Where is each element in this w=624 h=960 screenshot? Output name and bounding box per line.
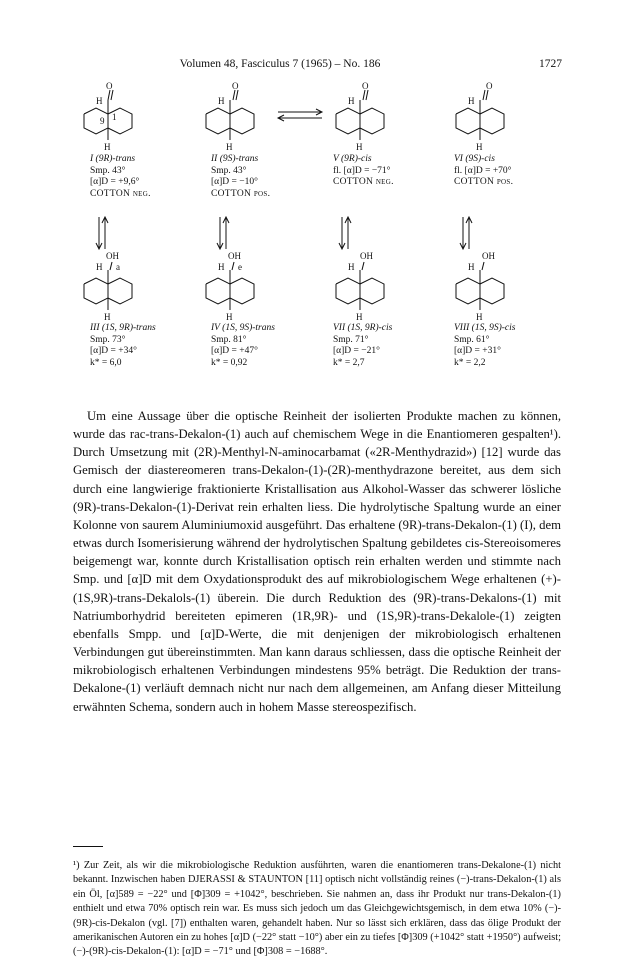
structure-V	[300, 81, 418, 158]
caption-compound-VII: VII (1S, 9R)-cis Smp. 71° [α]D = −21° k* = 2,7	[333, 323, 393, 368]
footnote-separator	[73, 846, 103, 847]
footnote: ¹) Zur Zeit, als wir die mikrobiologische Reduktion ausführten, waren die enantiomeren trans-Dekalone-(1) nicht bekannt. Inzwischen haben DJERASSI & STAUNTON [11] optisch nicht vollständig reines (−)-trans-Dekalon-(1) als ein Öl, [α]589 = −22° und [Φ]309 = +1042°, beschrieben. Sie nahmen an, dass ihr Produkt nur trans-Dekalon-(1) enthielt und etwa 70% optisch rein war. Es muss sich jedoch um das Gleichgewichtsgemisch, in dem etwa 10% (−)-(9R)-cis-Dekalon (vgl. [7]) enthalten waren, gehandelt haben. Nur so lässt sich erklären, dass das ölige Produkt der amerikanischen Autoren ein zu hohes [α]D (−22° statt −10°) aber ein zu tiefes [Φ]309 (+1042° statt +1950°) aufweist; (−)-(9R)-cis-Dekalon-(1): [α]D = −71° und [Φ]308 = −1688°.	[73, 860, 561, 958]
svg-text:H: H	[96, 262, 103, 272]
body-paragraph: Um eine Aussage über die optische Reinheit der isolierten Produkte machen zu können, wurde das rac-trans-Dekalon-(1) auch auf chemischem Wege in die Enantiomeren gespalten¹). Durch Umsetzung mit (2R)-Menthyl-N-aminocarbamat («2R-Menthydrazid») [12] wurde das Gemisch der diastereomeren trans-Dekalon-(1)-(2R)-menthydrazone bereitet, aus dem sich durch eine langwierige fraktionierte Kristallisation aus Alkohol-Wasser das schwerer lösliche (9R)-trans-Dekalon-(1)-Derivat rein erhalten liess. Die hydrolytische Spaltung wurde an einer Kolonne von saurem Aluminiumoxid ausgeführt. Das erhaltene (9R)-trans-Dekalon-(1) (I), dem etwas durch Isomerisierung während der hydrolytischen Spaltung gebildetes cis-Stereoisomeres beigemengt war, konnte durch Kristallisation optisch rein erhalten werden und stimmte nach Smp. und [α]D mit dem Oxydationsprodukt des auf mikrobiologischem Wege erhaltenen (+)-(1S,9R)-trans-Dekalols-(1) überein. Die durch Reduktion des (9R)-trans-Dekalons-(1) mit Natriumborhydrid bereiteten epimeren (1R,9R)- und (1S,9R)-trans-Dekalole-(1) zeigten ebenfalls Smpp. und [α]D-Werte, die mit denjenigen der mikrobiologisch erhaltenen Verbindungen gut übereinstimmten. Man kann daraus schliessen, dass die optische Reinheit der mikrobiologisch erhaltenen Verbindungen mindestens 95% beträgt. Die Reduktion der trans-Dekalone-(1) verläuft demnach nicht nur nach dem allgemeinen, am Anfang dieser Mitteilung erwähnten Schema, sondern auch in hohem Masse stereospezifisch.	[73, 409, 561, 714]
svg-text:a: a	[116, 262, 120, 272]
svg-text:H: H	[218, 262, 225, 272]
caption-compound-I: I (9R)-trans Smp. 43° [α]D = +9,6° COTTON neg.	[90, 154, 151, 199]
svg-text:OH: OH	[228, 251, 241, 261]
svg-text:H: H	[348, 96, 355, 106]
svg-text:H: H	[476, 142, 483, 152]
svg-text:H: H	[104, 142, 111, 152]
svg-text:1: 1	[112, 112, 117, 122]
svg-text:9: 9	[100, 116, 105, 126]
reduction-arrow-I-III	[94, 215, 110, 251]
structure-III	[60, 251, 178, 328]
structure-VI	[416, 81, 534, 158]
caption-compound-VI: VI (9S)-cis fl. [α]D = +70° COTTON pos.	[454, 154, 514, 188]
caption-compound-II: II (9S)-trans Smp. 43° [α]D = −10° COTTON pos.	[211, 154, 271, 199]
svg-text:OH: OH	[360, 251, 373, 261]
structure-VIII	[416, 251, 534, 328]
caption-compound-IV: IV (1S, 9S)-trans Smp. 81° [α]D = +47° k* = 0,92	[211, 323, 275, 368]
svg-text:OH: OH	[482, 251, 495, 261]
svg-text:H: H	[218, 96, 225, 106]
running-header: Volumen 48, Fasciculus 7 (1965) – No. 186	[179, 58, 381, 70]
svg-text:e: e	[238, 262, 242, 272]
reduction-arrow-V-VII	[337, 215, 353, 251]
svg-text:OH: OH	[106, 251, 119, 261]
caption-compound-VIII: VIII (1S, 9S)-cis Smp. 61° [α]D = +31° k* = 2,2	[454, 323, 516, 368]
svg-text:H: H	[476, 312, 483, 322]
svg-text:H: H	[468, 96, 475, 106]
svg-text:H: H	[348, 262, 355, 272]
svg-text:H: H	[468, 262, 475, 272]
svg-text:O: O	[106, 81, 113, 91]
caption-compound-V: V (9R)-cis fl. [α]D = −71° COTTON neg.	[333, 154, 394, 188]
reduction-arrow-II-IV	[215, 215, 231, 251]
svg-text:H: H	[356, 312, 363, 322]
svg-text:H: H	[226, 142, 233, 152]
svg-text:H: H	[356, 142, 363, 152]
page-number: 1727	[539, 58, 562, 70]
svg-text:O: O	[486, 81, 493, 91]
svg-text:O: O	[362, 81, 369, 91]
structure-IV	[176, 251, 294, 328]
structure-VII	[300, 251, 418, 328]
svg-text:H: H	[96, 96, 103, 106]
svg-text:H: H	[104, 312, 111, 322]
svg-text:H: H	[226, 312, 233, 322]
caption-compound-III: III (1S, 9R)-trans Smp. 73° [α]D = +34° k* = 6,0	[90, 323, 156, 368]
reduction-arrow-VI-VIII	[458, 215, 474, 251]
structure-I	[60, 81, 178, 158]
svg-text:O: O	[232, 81, 239, 91]
